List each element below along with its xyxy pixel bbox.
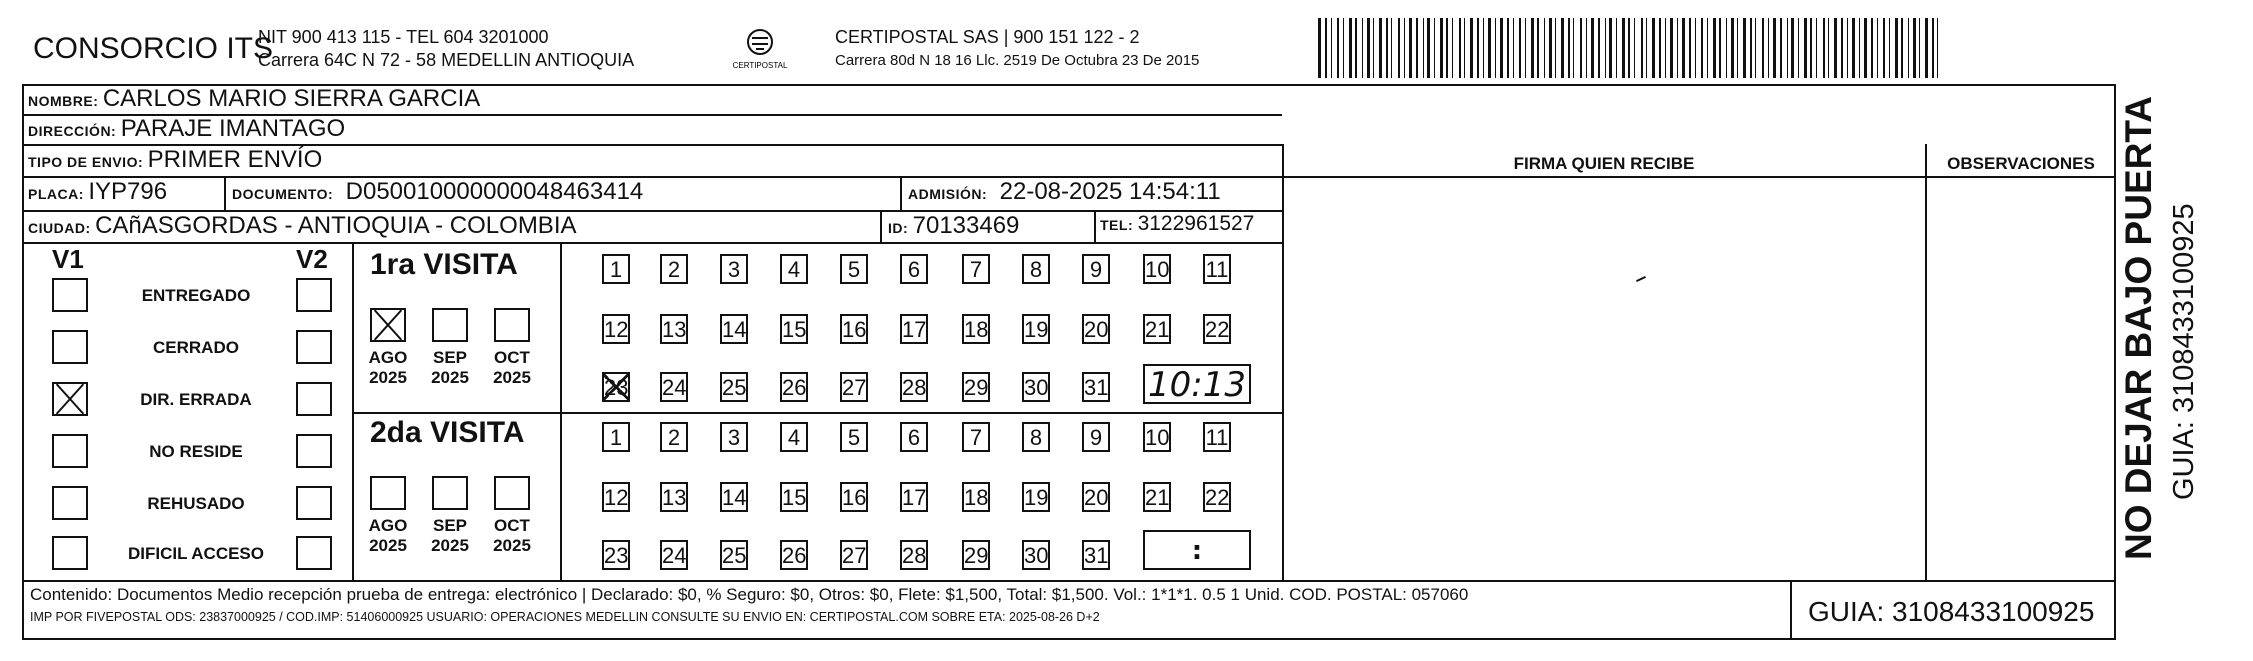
second-day-cell[interactable]: 27	[840, 540, 868, 570]
footer-contenido: Contenido: Documentos Medio recepción prueba de entrega: electrónico | Declarado: $0, % Seguro: $0, Otros: $0, Flete: $1,500, Total: $1,500. Vol.: 1*1*1. 0.5 1 Unid. COD. POSTAL: 057060	[30, 585, 1469, 604]
first-day-cell[interactable]: 8	[1022, 254, 1050, 284]
second-day-cell[interactable]: 23	[602, 540, 630, 570]
placa-label: PLACA:	[28, 186, 84, 202]
firma-header: FIRMA QUIEN RECIBE	[1513, 154, 1695, 173]
v1-checkbox[interactable]	[52, 330, 88, 364]
status-option-label: DIFICIL ACCESO	[127, 544, 264, 563]
second-day-cell[interactable]: 24	[660, 540, 688, 570]
side-guia: GUIA: 3108433100925	[2168, 203, 2200, 500]
tipo-label: TIPO DE ENVIO:	[28, 154, 144, 170]
nombre-field	[28, 85, 480, 113]
first-day-cell[interactable]: 9	[1082, 254, 1110, 284]
first-day-cell[interactable]: 2	[660, 254, 688, 284]
ciudad-field	[28, 212, 577, 240]
first-day-cell[interactable]: 18	[962, 314, 990, 344]
v1-header: V1	[52, 244, 84, 274]
second-year-label: 2025	[493, 536, 531, 555]
v2-checkbox[interactable]	[296, 278, 332, 312]
second-day-cell[interactable]: 20	[1082, 482, 1110, 512]
first-month-label: SEP	[432, 348, 468, 367]
second-day-cell[interactable]: 22	[1203, 482, 1231, 512]
first-year-label: 2025	[493, 368, 531, 387]
first-day-cell[interactable]: 16	[840, 314, 868, 344]
second-month-label: AGO	[368, 516, 408, 535]
placa-value: IYP796	[88, 178, 168, 205]
second-day-cell[interactable]: 16	[840, 482, 868, 512]
placa-field	[28, 178, 167, 206]
id-field	[888, 212, 1019, 240]
first-day-cell[interactable]: 24	[660, 372, 688, 402]
admision-field	[908, 178, 1221, 206]
first-month-checkbox[interactable]	[432, 308, 468, 342]
column-divider	[1925, 144, 1927, 580]
second-day-cell[interactable]: 15	[780, 482, 808, 512]
tipo-value: PRIMER ENVÍO	[147, 146, 323, 173]
second-day-cell[interactable]: 25	[720, 540, 748, 570]
direccion-label: DIRECCIÓN:	[28, 123, 117, 139]
id-label: ID:	[888, 220, 909, 236]
second-day-cell[interactable]: 2	[660, 422, 688, 452]
column-divider	[224, 176, 226, 210]
second-day-cell[interactable]: 21	[1143, 482, 1171, 512]
second-day-cell[interactable]: 14	[720, 482, 748, 512]
first-day-cell[interactable]: 28	[900, 372, 928, 402]
direccion-field	[28, 115, 345, 143]
second-day-cell[interactable]: 31	[1082, 540, 1110, 570]
certipostal-logo	[730, 24, 790, 76]
documento-label: DOCUMENTO:	[232, 186, 334, 202]
first-day-cell[interactable]: 5	[840, 254, 868, 284]
v1-checkbox[interactable]	[52, 536, 88, 570]
footer-divider	[22, 580, 2116, 582]
documento-value: D050010000000048463414	[345, 178, 644, 205]
footer-guia: GUIA: 3108433100925	[1808, 596, 2095, 627]
company-line-2: Carrera 64C N 72 - 58 MEDELLIN ANTIOQUIA	[258, 50, 635, 70]
first-day-cell[interactable]: 29	[962, 372, 990, 402]
first-day-cell[interactable]: 17	[900, 314, 928, 344]
second-day-cell[interactable]: 11	[1203, 422, 1231, 452]
first-day-cell[interactable]: 23	[602, 372, 630, 402]
first-day-cell[interactable]: 12	[602, 314, 630, 344]
v2-checkbox[interactable]	[296, 330, 332, 364]
first-day-cell[interactable]: 31	[1082, 372, 1110, 402]
status-option-label: CERRADO	[153, 338, 239, 357]
column-divider	[900, 176, 902, 210]
first-month-label: OCT	[494, 348, 530, 367]
first-visit-title: 1ra VISITA	[370, 248, 518, 281]
second-month-checkbox[interactable]	[370, 476, 406, 510]
id-value: 70133469	[912, 212, 1020, 239]
first-day-cell[interactable]: 20	[1082, 314, 1110, 344]
first-day-cell[interactable]: 26	[780, 372, 808, 402]
first-day-cell[interactable]: 21	[1143, 314, 1171, 344]
second-day-cell[interactable]: 10	[1143, 422, 1171, 452]
tel-field	[1100, 212, 1254, 236]
first-visit-hour: 10:13	[1143, 364, 1251, 404]
column-divider	[1282, 144, 1284, 580]
second-day-cell[interactable]: 13	[660, 482, 688, 512]
v1-checkbox[interactable]	[52, 278, 88, 312]
first-month-checkbox[interactable]	[494, 308, 530, 342]
side-warning: NO DEJAR BAJO PUERTA	[2118, 96, 2159, 560]
observaciones-header: OBSERVACIONES	[1947, 154, 2095, 173]
tel-label: TEL:	[1100, 217, 1134, 233]
second-day-cell[interactable]: 29	[962, 540, 990, 570]
column-divider	[1790, 580, 1792, 640]
admision-value: 22-08-2025 14:54:11	[999, 178, 1221, 205]
first-day-cell[interactable]: 4	[780, 254, 808, 284]
second-day-cell[interactable]: 17	[900, 482, 928, 512]
second-month-label: SEP	[432, 516, 468, 535]
ciudad-label: CIUDAD:	[28, 220, 91, 236]
second-day-cell[interactable]: 12	[602, 482, 630, 512]
v2-header: V2	[296, 244, 328, 274]
row-divider	[352, 412, 1282, 414]
first-day-cell[interactable]: 30	[1022, 372, 1050, 402]
nombre-label: NOMBRE:	[28, 93, 99, 109]
second-day-cell[interactable]: 6	[900, 422, 928, 452]
column-divider	[352, 242, 354, 580]
second-visit-hour: :	[1143, 530, 1251, 570]
second-day-cell[interactable]: 9	[1082, 422, 1110, 452]
first-day-cell[interactable]: 10	[1143, 254, 1171, 284]
second-day-cell[interactable]: 3	[720, 422, 748, 452]
column-divider	[560, 242, 562, 580]
first-day-cell[interactable]: 25	[720, 372, 748, 402]
second-year-label: 2025	[431, 536, 469, 555]
status-option-label: ENTREGADO	[141, 286, 251, 305]
second-day-cell[interactable]: 4	[780, 422, 808, 452]
logo-text: CERTIPOSTAL	[732, 61, 788, 70]
first-year-label: 2025	[431, 368, 469, 387]
second-day-cell[interactable]: 18	[962, 482, 990, 512]
second-day-cell[interactable]: 8	[1022, 422, 1050, 452]
second-month-label: OCT	[494, 516, 530, 535]
barcode	[1318, 18, 1948, 78]
ciudad-value: CAñASGORDAS - ANTIOQUIA - COLOMBIA	[95, 212, 577, 239]
second-year-label: 2025	[369, 536, 407, 555]
first-day-cell[interactable]: 19	[1022, 314, 1050, 344]
column-divider	[880, 210, 882, 242]
first-year-label: 2025	[369, 368, 407, 387]
status-option-label: DIR. ERRADA	[140, 390, 252, 409]
second-day-cell[interactable]: 26	[780, 540, 808, 570]
first-day-cell[interactable]: 13	[660, 314, 688, 344]
carrier-line-1: CERTIPOSTAL SAS | 900 151 122 - 2	[835, 27, 1140, 47]
v2-checkbox[interactable]	[296, 536, 332, 570]
first-day-cell[interactable]: 14	[720, 314, 748, 344]
tel-value: 3122961527	[1137, 212, 1255, 235]
second-day-cell[interactable]: 30	[1022, 540, 1050, 570]
status-option-label: REHUSADO	[147, 494, 245, 513]
tipo-field	[28, 146, 322, 174]
row-divider	[22, 242, 1282, 244]
first-day-cell[interactable]: 11	[1203, 254, 1231, 284]
v2-checkbox[interactable]	[296, 382, 332, 416]
second-day-cell[interactable]: 7	[962, 422, 990, 452]
admision-label: ADMISIÓN:	[908, 186, 988, 202]
first-day-cell[interactable]: 15	[780, 314, 808, 344]
first-day-cell[interactable]: 3	[720, 254, 748, 284]
first-month-label: AGO	[368, 348, 408, 367]
company-name: CONSORCIO ITS	[33, 32, 274, 65]
second-day-cell[interactable]: 28	[900, 540, 928, 570]
first-day-cell[interactable]: 27	[840, 372, 868, 402]
first-day-cell[interactable]: 22	[1203, 314, 1231, 344]
first-month-checkbox[interactable]	[370, 308, 406, 342]
v1-checkbox[interactable]	[52, 486, 88, 520]
second-day-cell[interactable]: 19	[1022, 482, 1050, 512]
documento-field	[232, 178, 643, 206]
second-day-cell[interactable]: 5	[840, 422, 868, 452]
first-day-cell[interactable]: 1	[602, 254, 630, 284]
footer-imp: IMP POR FIVEPOSTAL ODS: 23837000925 / COD.IMP: 51406000925 USUARIO: OPERACIONES MEDELLIN CONSULTE SU ENVIO EN: CERTIPOSTAL.COM SOBRE ETA: 2025-08-26 D+2	[30, 610, 1100, 624]
second-visit-title: 2da VISITA	[370, 416, 525, 449]
second-month-checkbox[interactable]	[494, 476, 530, 510]
carrier-line-2: Carrera 80d N 18 16 Llc. 2519 De Octubra 23 De 2015	[835, 52, 1200, 69]
direccion-value: PARAJE IMANTAGO	[120, 115, 346, 142]
second-month-checkbox[interactable]	[432, 476, 468, 510]
v2-checkbox[interactable]	[296, 434, 332, 468]
first-day-cell[interactable]: 6	[900, 254, 928, 284]
column-divider	[1094, 210, 1096, 242]
nombre-value: CARLOS MARIO SIERRA GARCIA	[102, 85, 481, 112]
v2-checkbox[interactable]	[296, 486, 332, 520]
v1-checkbox[interactable]	[52, 382, 88, 416]
first-day-cell[interactable]: 7	[962, 254, 990, 284]
company-line-1: NIT 900 413 115 - TEL 604 3201000	[258, 27, 549, 47]
second-day-cell[interactable]: 1	[602, 422, 630, 452]
status-option-label: NO RESIDE	[149, 442, 243, 461]
v1-checkbox[interactable]	[52, 434, 88, 468]
